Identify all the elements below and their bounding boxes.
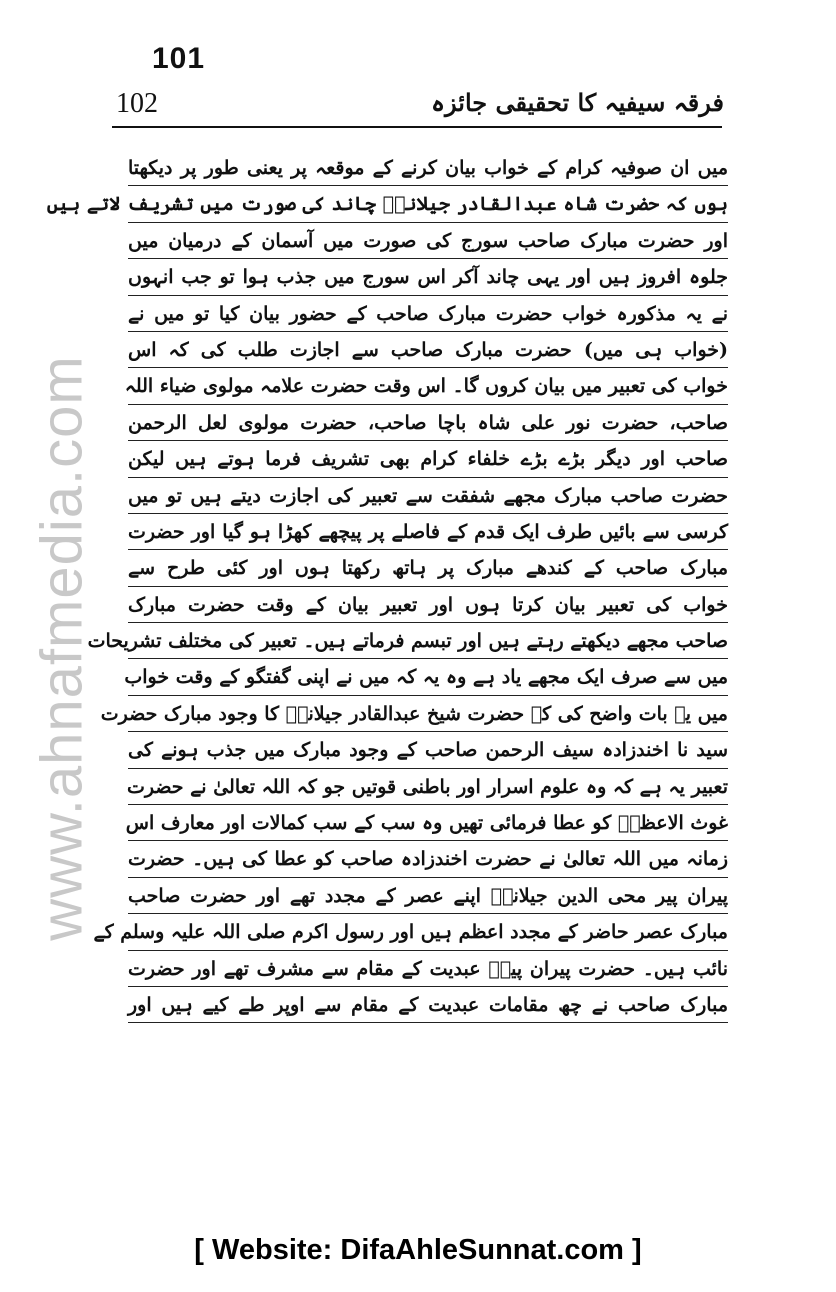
text-line: حضرت صاحب مبارک مجھے شفقت سے تعبیر کی اجازت دیتے ہیں تو میں (128, 478, 728, 514)
text-line: ہوں کہ حضرت شاہ عبدالقادر جیلانیؒ چاند کی صورت میں تشریف لاتے ہیں (128, 186, 728, 222)
text-line: (خواب ہی میں) حضرت مبارک صاحب سے اجازت طلب کی کہ اس (128, 332, 728, 368)
text-line: اور حضرت مبارک صاحب سورج کی صورت میں آسمان کے درمیان میں (128, 223, 728, 259)
watermark-text: www.ahnafmedia.com (29, 355, 95, 941)
text-line: صاحب اور دیگر بڑے بڑے خلفاء کرام بھی تشریف فرما ہوتے ہیں لیکن (128, 441, 728, 477)
page-number: 102 (116, 88, 158, 119)
text-line: میں یہ بات واضح کی کہ حضرت شیخ عبدالقادر جیلانیؒ کا وجود مبارک حضرت (128, 696, 728, 732)
text-line: مبارک صاحب نے چھ مقامات عبدیت کے مقام سے اوپر طے کیے ہیں اور (128, 987, 728, 1023)
text-line: نے یہ مذکورہ خواب حضرت مبارک صاحب کے حضور بیان کیا تو میں نے (128, 296, 728, 332)
text-line: غوث الاعظمؒ کو عطا فرمائی تھیں وہ سب کے سب کمالات اور معارف اس (128, 805, 728, 841)
text-line: کرسی سے بائیں طرف ایک قدم کے فاصلے پر پیچھے کھڑا ہو گیا اور حضرت (128, 514, 728, 550)
text-line: صاحب، حضرت نور علی شاہ باچا صاحب، حضرت مولوی لعل الرحمن (128, 405, 728, 441)
text-line: خواب کی تعبیر میں بیان کروں گا۔ اس وقت حضرت علامہ مولوی ضیاء اللہ (128, 368, 728, 404)
website-footer: [ Website: DifaAhleSunnat.com ] (194, 1234, 642, 1266)
stamped-page-number: 101 (152, 42, 206, 75)
text-line: نائب ہیں۔ حضرت پیران پیرؒ عبدیت کے مقام سے مشرف تھے اور حضرت (128, 951, 728, 987)
text-line: خواب کی تعبیر بیان کرتا ہوں اور تعبیر بیان کے وقت حضرت مبارک (128, 587, 728, 623)
text-line: میں ان صوفیہ کرام کے خواب بیان کرنے کے موقعہ پر یعنی طور پر دیکھتا (128, 150, 728, 186)
text-line: میں سے صرف ایک مجھے یاد ہے وہ یہ کہ میں نے اپنی گفتگو کے وقت خواب (128, 659, 728, 695)
header-divider (112, 126, 722, 128)
text-line: تعبیر یہ ہے کہ وہ علوم اسرار اور باطنی قوتیں جو کہ اللہ تعالیٰ نے حضرت (128, 769, 728, 805)
text-line: مبارک عصر حاضر کے مجدد اعظم ہیں اور رسول اکرم صلی اللہ علیہ وسلم کے (128, 914, 728, 950)
text-line: صاحب مجھے دیکھتے رہتے ہیں اور تبسم فرماتے ہیں۔ تعبیر کی مختلف تشریحات (128, 623, 728, 659)
text-line: زمانہ میں اللہ تعالیٰ نے حضرت اخندزادہ صاحب کو عطا کی ہیں۔ حضرت (128, 841, 728, 877)
text-line: مبارک صاحب کے کندھے مبارک پر ہاتھ رکھتا ہوں اور کئی طرح سے (128, 550, 728, 586)
text-line: پیران پیر محی الدین جیلانیؒ اپنے عصر کے مجدد تھے اور حضرت صاحب (128, 878, 728, 914)
running-header-title: فرقہ سیفیہ کا تحقیقی جائزہ (430, 88, 724, 117)
text-line: سید نا اخندزادہ سیف الرحمن صاحب کے وجود مبارک میں جذب ہونے کی (128, 732, 728, 768)
text-line: جلوہ افروز ہیں اور یہی چاند آکر اس سورج میں جذب ہوا تو جب انہوں (128, 259, 728, 295)
